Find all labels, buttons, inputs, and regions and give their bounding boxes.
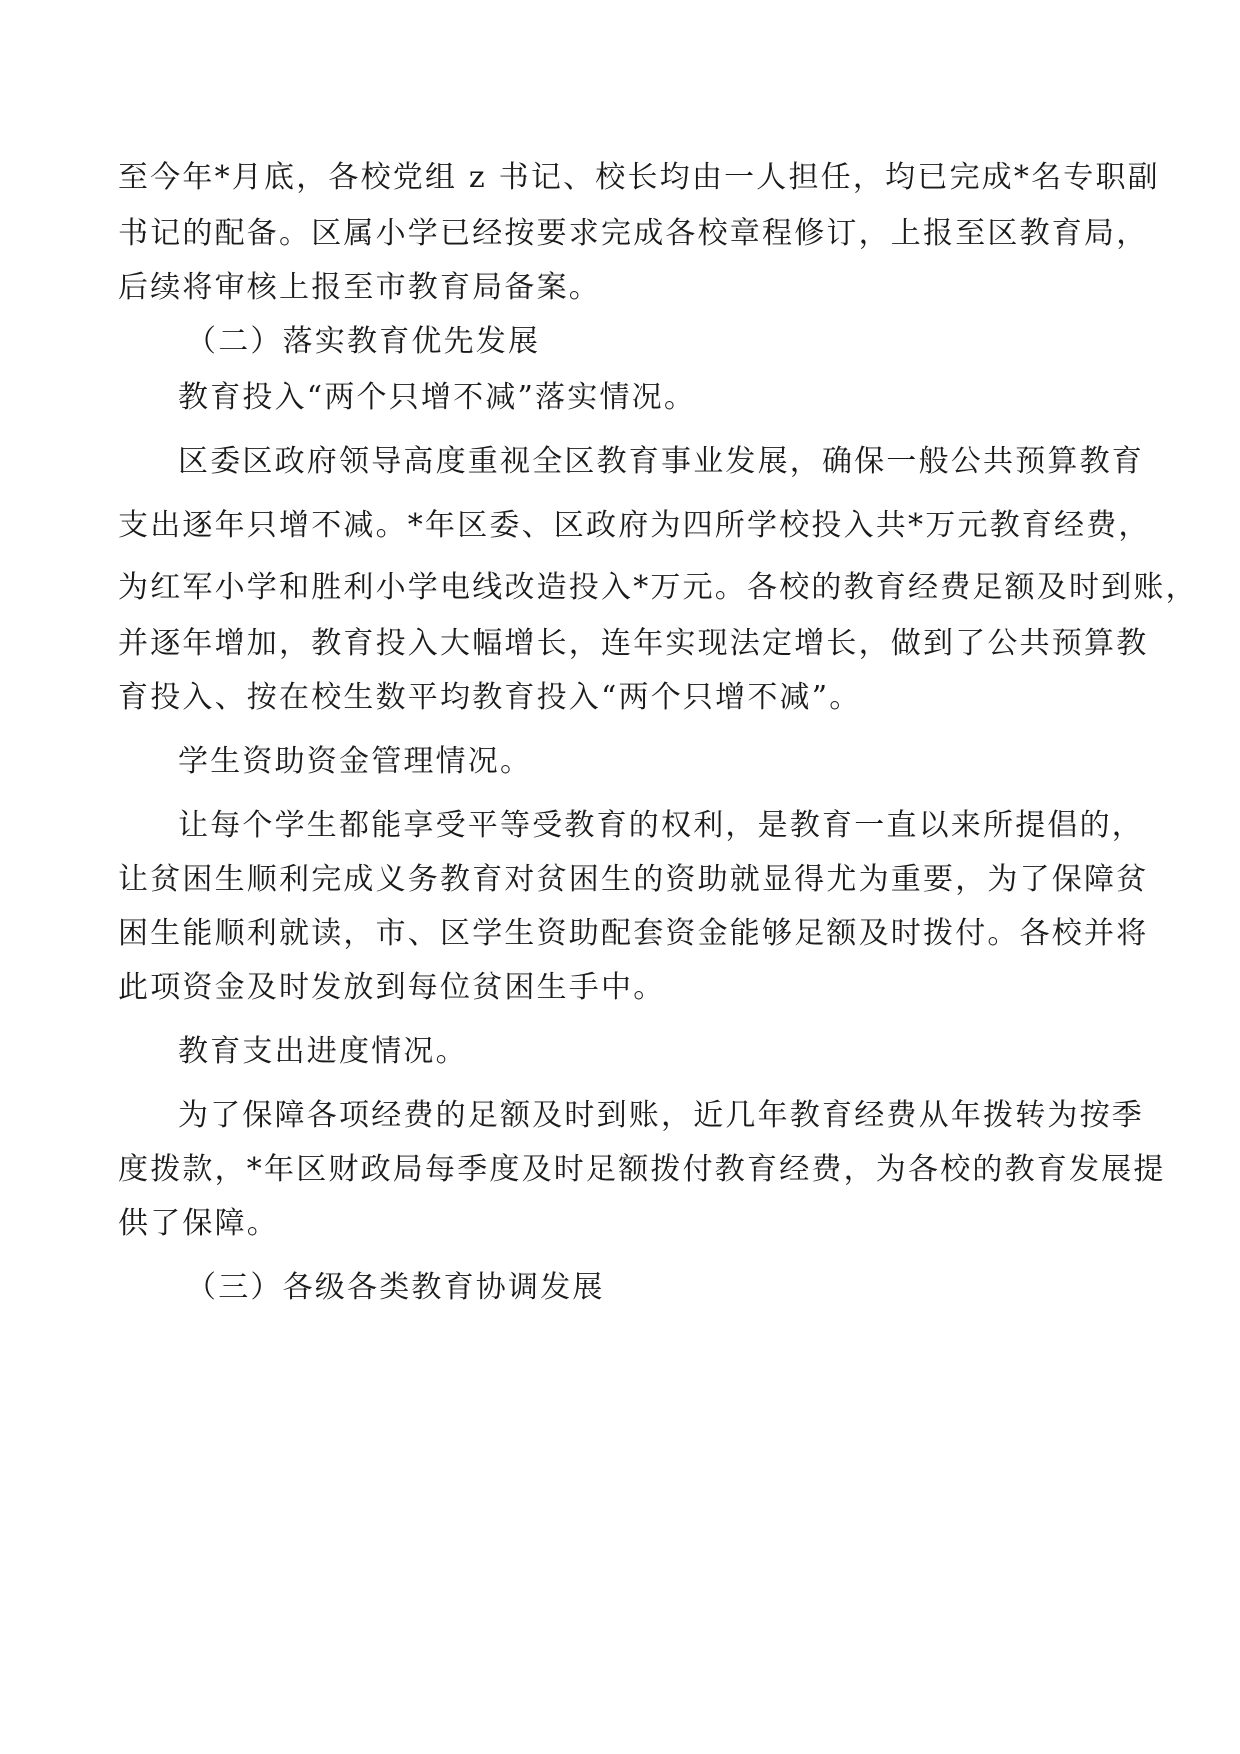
body-text-line: 后续将审核上报至市教育局备案。 bbox=[118, 270, 601, 305]
body-text-line: 供了保障。 bbox=[118, 1206, 279, 1241]
body-text-line: 至今年*月底，各校党组 z 书记、校长均由一人担任，均已完成*名专职副 bbox=[118, 160, 1160, 195]
body-text-line: 让每个学生都能享受平等受教育的权利，是教育一直以来所提倡的， bbox=[178, 808, 1144, 843]
body-text-line: 让贫困生顺利完成义务教育对贫困生的资助就显得尤为重要，为了保障贫 bbox=[118, 862, 1149, 897]
body-text-line: 支出逐年只增不减。*年区委、区政府为四所学校投入共*万元教育经费， bbox=[118, 508, 1151, 543]
body-text-line: 为红军小学和胜利小学电线改造投入*万元。各校的教育经费足额及时到账， bbox=[118, 570, 1198, 605]
topic-heading: 教育支出进度情况。 bbox=[178, 1034, 468, 1069]
section-heading: （三）各级各类教育协调发展 bbox=[186, 1270, 605, 1305]
topic-heading: 学生资助资金管理情况。 bbox=[178, 744, 533, 779]
body-text-line: 困生能顺利就读，市、区学生资助配套资金能够足额及时拨付。各校并将 bbox=[118, 916, 1149, 951]
body-text-line: 书记的配备。区属小学已经按要求完成各校章程修订，上报至区教育局， bbox=[118, 216, 1149, 251]
body-text-line: 此项资金及时发放到每位贫困生手中。 bbox=[118, 970, 666, 1005]
topic-heading: 教育投入“两个只增不减”落实情况。 bbox=[178, 380, 697, 415]
section-heading: （二）落实教育优先发展 bbox=[186, 324, 541, 359]
body-text-line: 区委区政府领导高度重视全区教育事业发展，确保一般公共预算教育 bbox=[178, 444, 1144, 479]
body-text-line: 为了保障各项经费的足额及时到账，近几年教育经费从年拨转为按季 bbox=[178, 1098, 1144, 1133]
body-text-line: 并逐年增加，教育投入大幅增长，连年实现法定增长，做到了公共预算教 bbox=[118, 626, 1149, 661]
body-text-line: 度拨款，*年区财政局每季度及时足额拨付教育经费，为各校的教育发展提 bbox=[118, 1152, 1166, 1187]
body-text-line: 育投入、按在校生数平均教育投入“两个只增不减”。 bbox=[118, 680, 862, 715]
